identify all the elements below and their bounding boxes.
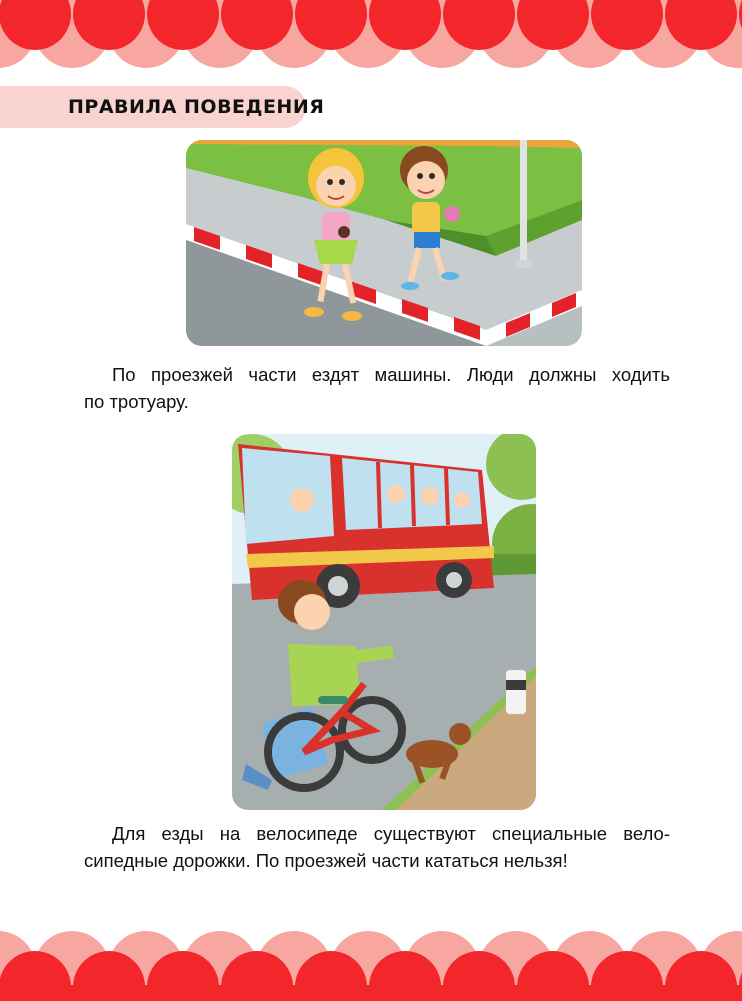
bus-bicycle-illustration [232,434,536,810]
sidewalk-paragraph [84,361,670,415]
sidewalk-paragraph-line-2: по тротуару. [84,391,189,412]
street-illustration [186,140,582,346]
bicycle-paragraph-line-1: Для езды на велосипеде существуют специальные вело- [112,823,670,844]
top-scallop-border [0,0,742,70]
bicycle-paragraph [84,820,670,874]
bottom-scallop-border [0,929,742,1001]
bicycle-paragraph-line-2: сипедные дорожки. По проезжей части кататься нельзя! [84,850,568,871]
section-title: ПРАВИЛА ПОВЕДЕНИЯ [68,96,325,118]
sidewalk-paragraph-line-1: По проезжей части ездят машины. Люди должны ходить [112,364,670,385]
